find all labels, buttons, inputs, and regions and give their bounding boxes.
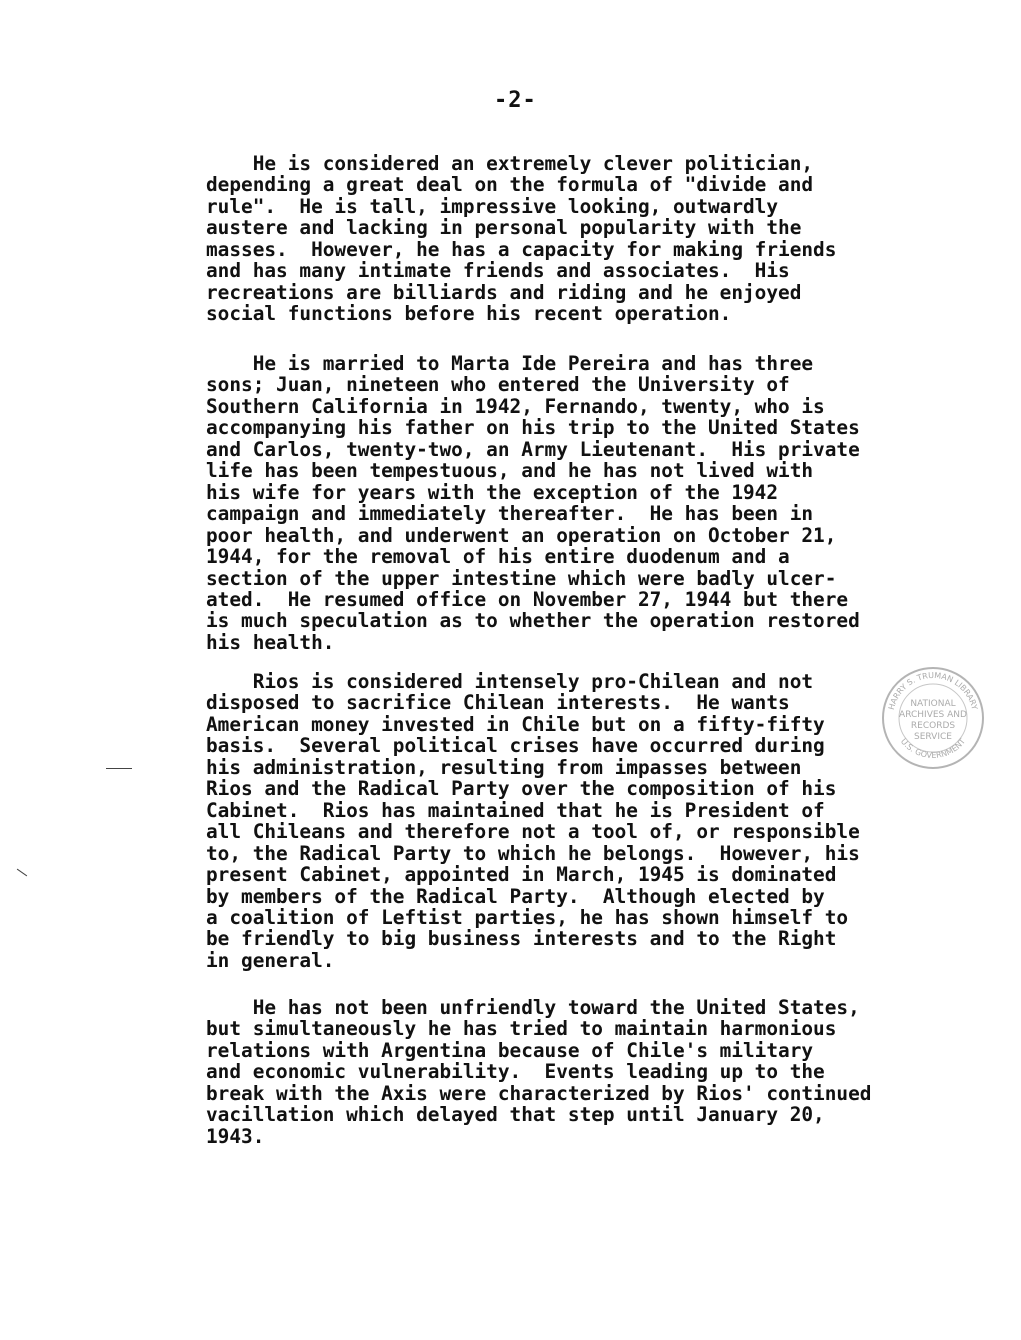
text-line: and has many intimate friends and associates. His (206, 259, 790, 283)
stamp-arc-bottom: U.S. GOVERNMENT (898, 736, 968, 761)
stamp-line1: NATIONAL (910, 699, 956, 709)
text-line: be friendly to big business interests and to the Right (206, 927, 837, 951)
stamp-arc-top: HARRY S. TRUMAN LIBRARY (886, 670, 980, 711)
text-line: disposed to sacrifice Chilean interests. He wants (206, 691, 790, 715)
page-number: -2- (494, 88, 537, 113)
margin-tick-mark (106, 768, 132, 769)
text-line: He has not been unfriendly toward the United States, (206, 996, 860, 1019)
text-line: but simultaneously he has tried to maintain harmonious (206, 1017, 837, 1041)
text-line: rule". He is tall, impressive looking, outwardly (206, 194, 779, 218)
text-line: his wife for years with the exception of the 1942 (206, 480, 779, 504)
text-line: life has been tempestuous, and he has not lived with (206, 459, 814, 483)
text-line: is much speculation as to whether the operation restored (206, 609, 860, 633)
text-line: social functions before his recent operation. (206, 302, 732, 326)
stamp-line3: RECORDS (910, 721, 956, 731)
text-line: Rios is considered intensely pro-Chilean and not (206, 670, 814, 693)
text-line: to, the Radical Party to which he belongs. However, his (206, 841, 860, 865)
text-line: all Chileans and therefore not a tool of, or responsible (206, 820, 860, 844)
text-line: 1944, for the removal of his entire duodenum and a (206, 545, 790, 569)
text-line: by members of the Radical Party. Although elected by (206, 884, 825, 908)
text-line: his health. (206, 630, 335, 654)
text-line: accompanying his father on his trip to the United States (206, 416, 860, 440)
text-line: He is considered an extremely clever politician, (206, 152, 814, 175)
text-line: campaign and immediately thereafter. He has been in (206, 502, 814, 526)
text-line: section of the upper intestine which were badly ulcer- (206, 566, 837, 590)
text-line: sons; Juan, nineteen who entered the University of (206, 373, 790, 397)
stamp-line2: ARCHIVES AND (899, 710, 967, 720)
text-line: a coalition of Leftist parties, he has shown himself to (206, 905, 849, 929)
text-line: Southern California in 1942, Fernando, twenty, who is (206, 394, 825, 418)
text-line: Rios and the Radical Party over the composition of his (206, 777, 837, 801)
margin-tick-mark (17, 869, 27, 877)
text-line: poor health, and underwent an operation on October 21, (206, 523, 837, 547)
text-line: and Carlos, twenty-two, an Army Lieutenant. His private (206, 437, 860, 461)
text-line: masses. However, he has a capacity for making friends (206, 237, 837, 261)
text-line: depending a great deal on the formula of "divide and (206, 173, 814, 197)
text-line: relations with Argentina because of Chile's military (206, 1038, 814, 1062)
text-line: vacillation which delayed that step until January 20, (206, 1103, 825, 1127)
text-line: his administration, resulting from impasses between (206, 755, 802, 779)
text-line: in general. (206, 948, 335, 972)
text-line: basis. Several political crises have occurred during (206, 734, 825, 758)
text-line: American money invested in Chile but on a fifty-fifty (206, 712, 825, 736)
text-line: ated. He resumed office on November 27, 1944 but there (206, 587, 849, 611)
text-line: break with the Axis were characterized by Rios' continued (206, 1081, 872, 1105)
text-line: Cabinet. Rios has maintained that he is President of (206, 798, 825, 822)
archive-stamp-seal (879, 664, 987, 772)
text-line: 1943. (206, 1124, 265, 1148)
text-line: recreations are billiards and riding and he enjoyed (206, 280, 802, 304)
text-line: He is married to Marta Ide Pereira and has three (206, 352, 814, 375)
stamp-line4: SERVICE (914, 732, 952, 742)
text-line: austere and lacking in personal popularity with the (206, 216, 802, 240)
text-line: present Cabinet, appointed in March, 1945 is dominated (206, 863, 837, 887)
text-line: and economic vulnerability. Events leading up to the (206, 1060, 825, 1084)
